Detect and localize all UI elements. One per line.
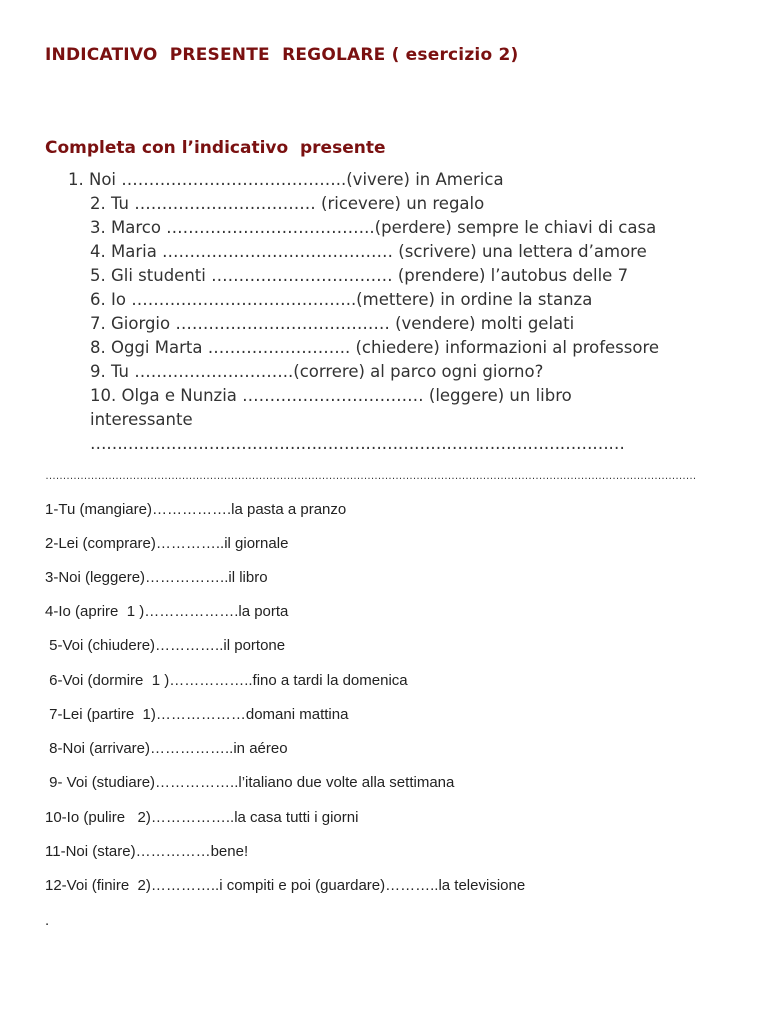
exercise-1-item: 2. Tu …………………………… (ricevere) un regalo <box>90 194 485 213</box>
exercise-2-item: 10-Io (pulire 2)……………..la casa tutti i giorni <box>45 809 359 826</box>
exercise-2-item: 4-Io (aprire 1 )……………….la porta <box>45 603 289 620</box>
exercise-2-item: 12-Voi (finire 2)…………..i compiti e poi (guardare)………..la televisione <box>45 877 526 894</box>
exercise-2-item: 7-Lei (partire 1)………………domani mattina <box>45 706 349 723</box>
exercise-1-item: 9. Tu ………………………..(correre) al parco ogni giorno? <box>90 362 544 381</box>
exercise-2-item: 8-Noi (arrivare)……………..in aéreo <box>45 740 288 757</box>
exercise-2-item: 3-Noi (leggere)……………..il libro <box>45 569 268 586</box>
exercise-instructions: Completa con l’indicativo presente <box>45 138 386 158</box>
exercise-2-item: 9- Voi (studiare)……………..l’italiano due volte alla settimana <box>45 774 455 791</box>
exercise-1-item: 6. Io …………………………………..(mettere) in ordine la stanza <box>90 290 593 309</box>
exercise-2-item: 5-Voi (chiudere)…………..il portone <box>45 637 286 654</box>
exercise-2-item: 2-Lei (comprare)…………..il giornale <box>45 535 289 552</box>
exercise-1-item: 3. Marco ………………………………..(perdere) sempre le chiavi di casa <box>90 218 657 237</box>
exercise-2-item: 6-Voi (dormire 1 )……………..fino a tardi la domenica <box>45 672 408 689</box>
dotted-separator: …………………………………………………………………………………………………………………………………………………………………… <box>45 470 696 482</box>
exercise-1-item-continuation: interessante <box>90 410 193 429</box>
exercise-1-item: 10. Olga e Nunzia …………………………… (leggere) un libro <box>90 386 572 405</box>
exercise-1-item: 7. Giorgio ………………………………… (vendere) molti gelati <box>90 314 575 333</box>
exercise-1-item: 1. Noi …………………………………..(vivere) in America <box>68 170 504 189</box>
exercise-1-item: 8. Oggi Marta …………………….. (chiedere) informazioni al professore <box>90 338 660 357</box>
page-title: INDICATIVO PRESENTE REGOLARE ( esercizio 2) <box>45 45 519 65</box>
exercise-1-item: 5. Gli studenti …………………………… (prendere) l’autobus delle 7 <box>90 266 629 285</box>
exercise-1-answer-line: ……………………………………………………………………………………… <box>90 434 625 453</box>
exercise-2-item: 11-Noi (stare)……………bene! <box>45 843 249 860</box>
exercise-2-item: 1-Tu (mangiare)…………….la pasta a pranzo <box>45 501 347 518</box>
exercise-1-item: 4. Maria …………………………………… (scrivere) una lettera d’amore <box>90 242 647 261</box>
trailing-period: . <box>45 912 50 929</box>
